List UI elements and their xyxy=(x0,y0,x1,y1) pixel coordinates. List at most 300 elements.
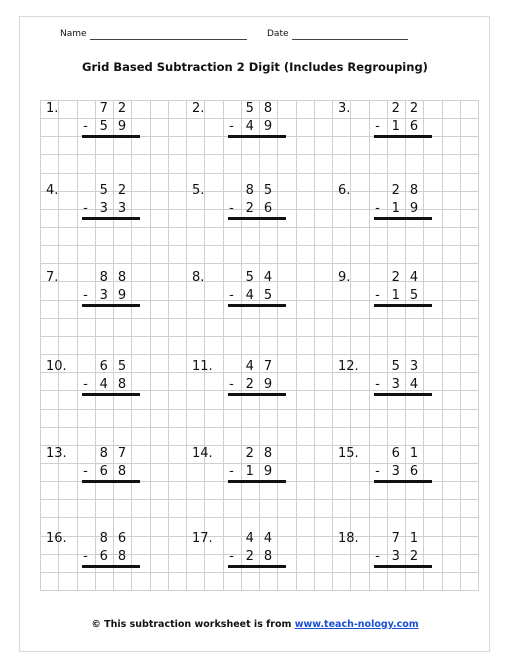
grid-cell xyxy=(442,354,461,373)
minuend-digit: 8 xyxy=(245,182,254,198)
grid-cell xyxy=(350,281,369,300)
grid-cell xyxy=(369,427,388,446)
grid-cell xyxy=(58,245,77,264)
grid-cell xyxy=(150,336,169,355)
grid-cell xyxy=(95,427,114,446)
grid-cell xyxy=(350,100,369,119)
grid-cell xyxy=(150,118,169,137)
subtrahend-digit: 1 xyxy=(245,463,254,479)
grid-cell xyxy=(40,499,59,518)
grid-cell xyxy=(442,572,461,591)
grid-cell xyxy=(58,209,77,228)
grid-cell xyxy=(332,318,351,337)
grid-cell xyxy=(277,154,296,173)
grid-cell xyxy=(442,427,461,446)
grid-cell xyxy=(113,245,132,264)
grid-cell xyxy=(223,154,242,173)
grid-cell xyxy=(58,154,77,173)
answer-rule xyxy=(82,565,140,568)
grid-cell xyxy=(314,517,333,536)
minuend-digit: 6 xyxy=(117,531,127,547)
subtrahend-digit: 3 xyxy=(99,287,108,303)
grid-cell xyxy=(186,336,205,355)
answer-rule xyxy=(82,480,140,483)
grid-cell xyxy=(314,372,333,391)
grid-cell xyxy=(259,336,278,355)
grid-cell xyxy=(405,245,424,264)
grid-cell xyxy=(350,499,369,518)
grid-cell xyxy=(277,427,296,446)
grid-cell xyxy=(150,318,169,337)
grid-cell xyxy=(40,336,59,355)
minuend-digit: 5 xyxy=(99,182,108,198)
grid-cell xyxy=(369,409,388,428)
answer-rule xyxy=(82,393,140,396)
grid-cell xyxy=(442,536,461,555)
grid-cell xyxy=(223,481,242,500)
problem-number: 2. xyxy=(192,101,205,116)
grid-cell xyxy=(332,463,351,482)
grid-cell xyxy=(369,227,388,246)
subtrahend-digit: 9 xyxy=(409,200,419,216)
grid-cell xyxy=(186,154,205,173)
subtrahend-digit: 4 xyxy=(409,376,419,392)
grid-cell xyxy=(131,517,150,536)
grid-cell xyxy=(204,481,223,500)
subtrahend-digit: 9 xyxy=(263,119,273,135)
grid-cell xyxy=(296,481,315,500)
minuend-digit: 5 xyxy=(245,101,254,116)
grid-cell xyxy=(423,554,442,573)
grid-cell xyxy=(131,191,150,210)
grid-cell xyxy=(277,409,296,428)
grid-cell xyxy=(223,427,242,446)
grid-cell xyxy=(405,572,424,591)
grid-cell xyxy=(296,209,315,228)
grid-cell xyxy=(332,154,351,173)
grid-cell xyxy=(58,118,77,137)
problem-number: 6. xyxy=(338,182,351,198)
grid-cell xyxy=(350,154,369,173)
grid-cell xyxy=(131,409,150,428)
grid-cell xyxy=(204,191,223,210)
grid-cell xyxy=(150,300,169,319)
grid-cell xyxy=(332,499,351,518)
minuend-digit: 2 xyxy=(391,101,400,116)
subtrahend-digit: 2 xyxy=(409,549,419,565)
grid-cell xyxy=(442,136,461,155)
grid-cell xyxy=(369,100,388,119)
grid-cell xyxy=(369,499,388,518)
grid-cell xyxy=(113,336,132,355)
grid-cell xyxy=(113,572,132,591)
grid-cell xyxy=(168,536,187,555)
subtrahend-digit: 4 xyxy=(245,287,254,303)
grid-cell xyxy=(296,409,315,428)
grid-cell xyxy=(113,136,132,155)
grid-cell xyxy=(223,354,242,373)
grid-cell xyxy=(296,554,315,573)
grid-cell xyxy=(369,517,388,536)
grid-cell xyxy=(150,409,169,428)
grid-cell xyxy=(314,300,333,319)
grid-cell xyxy=(150,191,169,210)
grid-cell xyxy=(204,245,223,264)
grid-cell xyxy=(77,517,96,536)
grid-cell xyxy=(314,481,333,500)
grid-cell xyxy=(58,409,77,428)
grid-cell xyxy=(296,118,315,137)
footer-link[interactable]: www.teach-nology.com xyxy=(294,619,419,630)
grid-cell xyxy=(58,481,77,500)
grid-cell xyxy=(277,517,296,536)
grid-cell xyxy=(131,536,150,555)
grid-cell xyxy=(58,390,77,409)
subtrahend-digit: 8 xyxy=(263,549,273,565)
subtrahend-digit: 6 xyxy=(409,463,419,479)
grid-cell xyxy=(223,245,242,264)
grid-cell xyxy=(332,427,351,446)
grid-cell xyxy=(387,318,406,337)
grid-cell xyxy=(259,409,278,428)
grid-cell xyxy=(204,281,223,300)
grid-cell xyxy=(460,463,479,482)
minus-sign: - xyxy=(83,463,88,479)
grid-cell xyxy=(314,463,333,482)
grid-cell xyxy=(58,191,77,210)
grid-cell xyxy=(95,499,114,518)
grid-cell xyxy=(350,209,369,228)
minus-sign: - xyxy=(83,200,88,216)
date-field-line xyxy=(292,39,408,40)
grid-cell xyxy=(369,245,388,264)
subtrahend-digit: 1 xyxy=(391,200,400,216)
subtrahend-digit: 9 xyxy=(117,119,127,135)
grid-cell xyxy=(296,499,315,518)
grid-cell xyxy=(223,499,242,518)
grid-cell xyxy=(314,209,333,228)
grid-cell xyxy=(150,572,169,591)
grid-cell xyxy=(405,154,424,173)
grid-cell xyxy=(314,263,333,282)
grid-cell xyxy=(223,517,242,536)
grid-cell xyxy=(150,554,169,573)
grid-cell xyxy=(296,263,315,282)
problem-number: 15. xyxy=(338,445,359,461)
minuend-digit: 7 xyxy=(117,445,127,461)
grid-cell xyxy=(460,554,479,573)
minus-sign: - xyxy=(229,287,234,303)
grid-cell xyxy=(113,409,132,428)
subtrahend-digit: 9 xyxy=(263,463,273,479)
grid-cell xyxy=(168,173,187,192)
minus-sign: - xyxy=(375,200,380,216)
grid-cell xyxy=(77,572,96,591)
grid-cell xyxy=(168,245,187,264)
grid-cell xyxy=(277,191,296,210)
grid-cell xyxy=(150,517,169,536)
minuend-digit: 5 xyxy=(117,358,127,374)
grid-cell xyxy=(332,336,351,355)
grid-cell xyxy=(350,300,369,319)
grid-cell xyxy=(296,336,315,355)
grid-cell xyxy=(387,245,406,264)
problem-number: 16. xyxy=(46,531,67,547)
grid-cell xyxy=(40,554,59,573)
grid-cell xyxy=(150,445,169,464)
grid-cell xyxy=(442,517,461,536)
grid-cell xyxy=(186,572,205,591)
grid-cell xyxy=(131,499,150,518)
grid-cell xyxy=(77,354,96,373)
grid-cell xyxy=(314,100,333,119)
grid-cell xyxy=(186,209,205,228)
grid-cell xyxy=(150,173,169,192)
grid-cell xyxy=(387,336,406,355)
grid-cell xyxy=(241,499,260,518)
grid-cell xyxy=(350,572,369,591)
answer-rule xyxy=(228,217,286,220)
grid-cell xyxy=(58,427,77,446)
problem-number: 9. xyxy=(338,269,351,285)
grid-cell xyxy=(350,427,369,446)
subtrahend-digit: 8 xyxy=(117,549,127,565)
minus-sign: - xyxy=(375,463,380,479)
grid-cell xyxy=(77,173,96,192)
grid-cell xyxy=(460,481,479,500)
grid-cell xyxy=(296,136,315,155)
grid-cell xyxy=(350,481,369,500)
grid-cell xyxy=(460,427,479,446)
grid-cell xyxy=(204,336,223,355)
grid-cell xyxy=(168,118,187,137)
grid-cell xyxy=(150,499,169,518)
grid-cell xyxy=(40,318,59,337)
grid-cell xyxy=(314,554,333,573)
minuend-digit: 5 xyxy=(391,358,400,374)
subtrahend-digit: 4 xyxy=(245,119,254,135)
problem-number: 11. xyxy=(192,358,213,374)
grid-cell xyxy=(277,499,296,518)
grid-cell xyxy=(314,245,333,264)
grid-cell xyxy=(77,227,96,246)
grid-cell xyxy=(168,409,187,428)
grid-cell xyxy=(223,227,242,246)
grid-cell xyxy=(369,336,388,355)
grid-cell xyxy=(241,481,260,500)
grid-cell xyxy=(186,300,205,319)
answer-rule xyxy=(228,565,286,568)
grid-cell xyxy=(442,300,461,319)
grid-cell xyxy=(168,281,187,300)
grid-cell xyxy=(277,263,296,282)
grid-cell xyxy=(460,100,479,119)
grid-cell xyxy=(150,536,169,555)
grid-cell xyxy=(58,463,77,482)
grid-cell xyxy=(460,390,479,409)
grid-cell xyxy=(442,481,461,500)
minuend-digit: 3 xyxy=(409,358,419,374)
grid-cell xyxy=(150,427,169,446)
grid-cell xyxy=(442,499,461,518)
grid-cell xyxy=(460,136,479,155)
grid-cell xyxy=(186,245,205,264)
grid-cell xyxy=(442,100,461,119)
grid-cell xyxy=(58,572,77,591)
grid-cell xyxy=(168,100,187,119)
minus-sign: - xyxy=(229,376,234,392)
grid-cell xyxy=(460,318,479,337)
minuend-digit: 8 xyxy=(409,182,419,198)
grid-cell xyxy=(259,427,278,446)
grid-cell xyxy=(40,481,59,500)
grid-cell xyxy=(460,572,479,591)
grid-cell xyxy=(40,409,59,428)
grid-cell xyxy=(405,336,424,355)
grid-cell xyxy=(314,427,333,446)
grid-cell xyxy=(423,281,442,300)
grid-cell xyxy=(150,136,169,155)
grid-cell xyxy=(277,245,296,264)
grid-cell xyxy=(350,245,369,264)
grid-cell xyxy=(58,227,77,246)
grid-cell xyxy=(296,463,315,482)
grid-cell xyxy=(387,572,406,591)
grid-cell xyxy=(296,154,315,173)
grid-cell xyxy=(442,173,461,192)
subtrahend-digit: 5 xyxy=(263,287,273,303)
grid-cell xyxy=(168,499,187,518)
answer-rule xyxy=(228,135,286,138)
grid-cell xyxy=(296,281,315,300)
grid-cell xyxy=(314,536,333,555)
grid-cell xyxy=(168,336,187,355)
grid-cell xyxy=(387,427,406,446)
grid-cell xyxy=(186,427,205,446)
grid-cell xyxy=(423,227,442,246)
grid-cell xyxy=(95,227,114,246)
problem-number: 13. xyxy=(46,445,67,461)
grid-cell xyxy=(77,245,96,264)
grid-cell xyxy=(204,227,223,246)
grid-cell xyxy=(40,227,59,246)
grid-cell xyxy=(186,318,205,337)
minuend-digit: 4 xyxy=(263,269,273,285)
minuend-digit: 1 xyxy=(409,445,419,461)
grid-cell xyxy=(332,554,351,573)
grid-cell xyxy=(186,227,205,246)
grid-cell xyxy=(58,336,77,355)
problem-number: 10. xyxy=(46,358,67,374)
grid-cell xyxy=(131,481,150,500)
grid-cell xyxy=(223,318,242,337)
grid-cell xyxy=(442,409,461,428)
minuend-digit: 8 xyxy=(117,269,127,285)
grid-cell xyxy=(442,263,461,282)
grid-cell xyxy=(332,300,351,319)
grid-cell xyxy=(131,263,150,282)
problem-number: 7. xyxy=(46,269,59,285)
grid-cell xyxy=(259,318,278,337)
grid-cell xyxy=(77,409,96,428)
grid-cell xyxy=(241,409,260,428)
grid-cell xyxy=(77,136,96,155)
subtrahend-digit: 2 xyxy=(245,376,254,392)
answer-rule xyxy=(82,304,140,307)
grid-cell xyxy=(460,263,479,282)
subtrahend-digit: 3 xyxy=(391,549,400,565)
minuend-digit: 1 xyxy=(409,531,419,547)
grid-cell xyxy=(77,427,96,446)
grid-cell xyxy=(332,136,351,155)
grid-cell xyxy=(131,136,150,155)
grid-cell xyxy=(423,572,442,591)
grid-cell xyxy=(58,173,77,192)
subtrahend-digit: 3 xyxy=(391,376,400,392)
grid-cell xyxy=(58,136,77,155)
grid-cell xyxy=(277,572,296,591)
minuend-digit: 2 xyxy=(245,445,254,461)
minuend-digit: 2 xyxy=(409,101,419,116)
grid-cell xyxy=(460,372,479,391)
grid-cell xyxy=(460,499,479,518)
grid-cell xyxy=(277,136,296,155)
minuend-digit: 2 xyxy=(117,101,127,116)
grid-cell xyxy=(150,227,169,246)
minuend-digit: 8 xyxy=(99,531,108,547)
grid-cell xyxy=(460,354,479,373)
grid-cell xyxy=(296,536,315,555)
grid-cell xyxy=(296,245,315,264)
answer-rule xyxy=(374,393,432,396)
minus-sign: - xyxy=(83,287,88,303)
subtrahend-digit: 2 xyxy=(245,549,254,565)
grid-cell xyxy=(186,409,205,428)
grid-cell xyxy=(95,336,114,355)
grid-cell xyxy=(168,554,187,573)
grid-cell xyxy=(40,245,59,264)
grid-cell xyxy=(58,100,77,119)
grid-cell xyxy=(405,318,424,337)
grid-cell xyxy=(259,154,278,173)
problem-grid xyxy=(40,100,478,590)
grid-cell xyxy=(131,173,150,192)
grid-cell xyxy=(259,499,278,518)
grid-cell xyxy=(314,572,333,591)
grid-cell xyxy=(77,154,96,173)
grid-cell xyxy=(131,227,150,246)
grid-cell xyxy=(460,336,479,355)
minuend-digit: 4 xyxy=(409,269,419,285)
grid-cell xyxy=(40,136,59,155)
problem-number: 17. xyxy=(192,531,213,547)
grid-cell xyxy=(204,173,223,192)
grid-cell xyxy=(186,118,205,137)
minuend-digit: 4 xyxy=(245,531,254,547)
grid-cell xyxy=(77,481,96,500)
grid-cell xyxy=(77,499,96,518)
grid-cell xyxy=(387,154,406,173)
grid-cell xyxy=(259,245,278,264)
grid-cell xyxy=(40,427,59,446)
grid-cell xyxy=(423,445,442,464)
subtrahend-digit: 3 xyxy=(99,200,108,216)
grid-cell xyxy=(296,572,315,591)
answer-rule xyxy=(374,304,432,307)
minus-sign: - xyxy=(375,119,380,135)
grid-cell xyxy=(168,263,187,282)
grid-cell xyxy=(95,481,114,500)
